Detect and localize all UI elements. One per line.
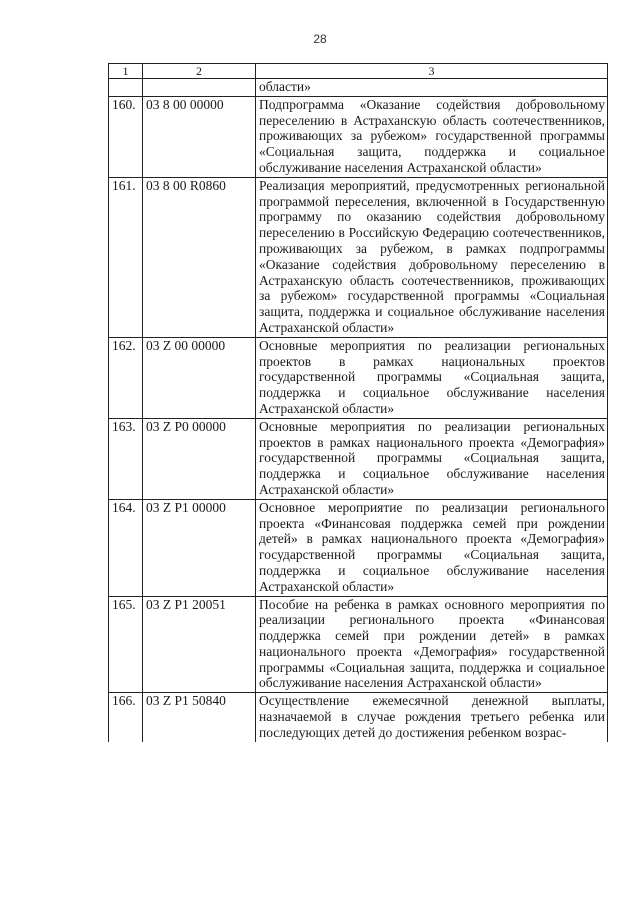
row-number: 166. xyxy=(109,693,143,742)
row-number: 161. xyxy=(109,177,143,337)
row-code: 03 8 00 00000 xyxy=(143,96,256,177)
header-col-1: 1 xyxy=(109,64,143,79)
row-description: Основные мероприятия по реализации региональных проектов в рамках национальных проектов государственной программы «Социальная защита, поддержка и социальное обслуживание населения Астраханской области» xyxy=(256,337,608,418)
row-description: Основные мероприятия по реализации региональных проектов в рамках национального проекта «Демография» государственной программы «Социальная защита, поддержка и социальное обслуживание населения Астраханской области» xyxy=(256,418,608,499)
row-number: 162. xyxy=(109,337,143,418)
row-description: Осуществление ежемесячной денежной выплаты, назначаемой в случае рождения третьего ребенка или последующих детей до достижения ребенком возрас- xyxy=(256,693,608,742)
row-code: 03 Z P1 50840 xyxy=(143,693,256,742)
table-row xyxy=(109,96,608,177)
table-row-continuation xyxy=(109,79,608,97)
page-number: 28 xyxy=(313,32,327,46)
classification-table xyxy=(108,63,608,742)
row-code-cell xyxy=(143,79,256,97)
table-header-row xyxy=(109,64,608,79)
table-row xyxy=(109,596,608,693)
header-col-3: 3 xyxy=(256,64,608,79)
row-description: Пособие на ребенка в рамках основного мероприятия по реализации регионального проекта «Финансовая поддержка семей при рождении детей» в рамках национального проекта «Демография» государственной программы «Социальная защита, поддержка и социальное обслуживание населения Астраханской области» xyxy=(256,596,608,693)
row-description: Основное мероприятие по реализации регионального проекта «Финансовая поддержка семей при рождении детей» в рамках национального проекта «Демография» государственной программы «Социальная защита, поддержка и социальное обслуживание населения Астраханской области» xyxy=(256,499,608,596)
row-code: 03 Z 00 00000 xyxy=(143,337,256,418)
row-code: 03 Z P0 00000 xyxy=(143,418,256,499)
table-row xyxy=(109,418,608,499)
header-col-2: 2 xyxy=(143,64,256,79)
row-description: Подпрограмма «Оказание содействия добровольному переселению в Астраханскую область соотечественников, проживающих за рубежом» государственной программы «Социальная защита, поддержка и социальное обслуживание населения Астраханской области» xyxy=(256,96,608,177)
row-description: Реализация мероприятий, предусмотренных региональной программой переселения, включенной в Государственную программу по оказанию содействия добровольному переселению в Российскую Федерацию соотечественников, проживающих за рубежом, в рамках подпрограммы «Оказание содействия добровольному переселению в Астраханскую область соотечественников, проживающих за рубежом» государственной программы «Социальная защита, поддержка и социальное обслуживание населения Астраханской области» xyxy=(256,177,608,337)
row-number: 163. xyxy=(109,418,143,499)
table-row xyxy=(109,693,608,742)
row-description-cell: области» xyxy=(256,79,608,97)
table-row xyxy=(109,337,608,418)
table-row xyxy=(109,499,608,596)
table-row xyxy=(109,177,608,337)
row-number: 164. xyxy=(109,499,143,596)
row-number: 160. xyxy=(109,96,143,177)
row-number: 165. xyxy=(109,596,143,693)
row-code: 03 Z P1 00000 xyxy=(143,499,256,596)
row-number-cell xyxy=(109,79,143,97)
row-code: 03 8 00 R0860 xyxy=(143,177,256,337)
row-code: 03 Z P1 20051 xyxy=(143,596,256,693)
